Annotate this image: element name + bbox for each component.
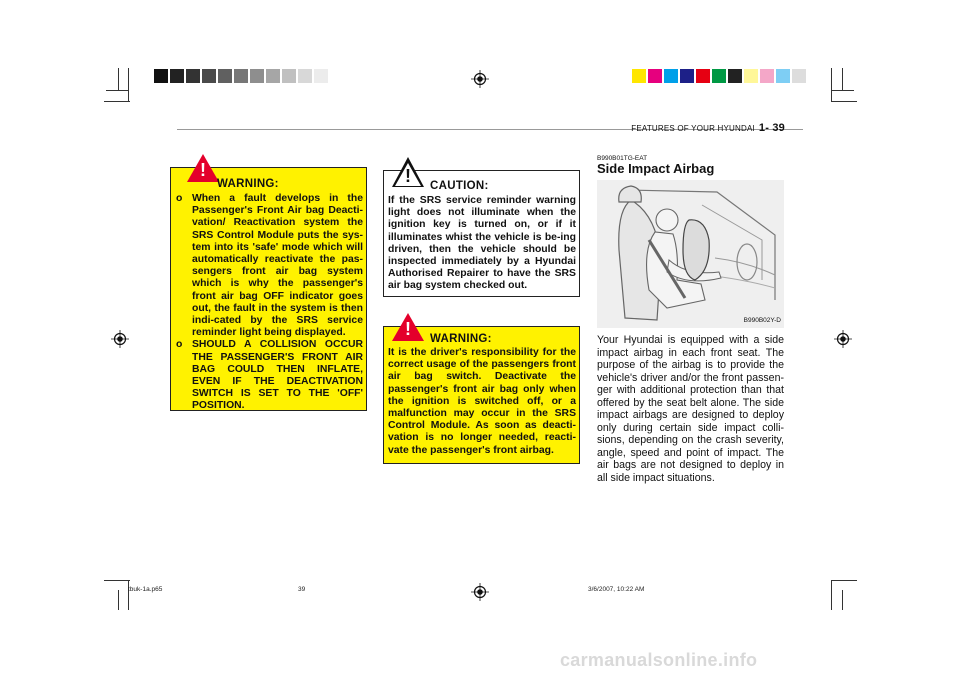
registration-mark-icon — [111, 330, 129, 348]
list-bullet: o — [176, 339, 183, 351]
warning-box-left — [170, 160, 367, 412]
section-body: Your Hyundai is equipped with a side impact airbag in each front seat. The purpose of the airbag is to provide the vehicle's driver and/or the front passen-ger with additional protection than that offered by the seat belt alone. The side impact airbags are designed to deploy only during certain side impact colli-sions, depending on the crash severity, angle, speed and point of impact. The air bags are not designed to deploy in all side impact situations. — [597, 334, 784, 484]
list-item-text: SHOULD A COLLISION OCCUR THE PASSENGER'S FRONT AIR BAG COULD THEN INFLATE, EVEN IF THE DEACTIVATION SWITCH IS SET TO THE 'OFF' POSITION. — [192, 339, 363, 412]
watermark: carmanualsonline.info — [560, 650, 758, 670]
header-section-title: FEATURES OF YOUR HYUNDAI — [631, 124, 755, 133]
list-item — [176, 193, 363, 339]
exclamation-icon: ! — [200, 160, 206, 180]
caution-title: CAUTION: — [430, 180, 489, 192]
registration-mark-icon — [834, 330, 852, 348]
section-title: Side Impact Airbag — [597, 161, 715, 176]
figure-code: B990B02Y-D — [743, 317, 781, 324]
list-item-text: When a fault develops in the Passenger's Front Air bag Deacti-vation/ Reactivation system the SRS Control Module puts the sys-tem into its 'safe' mode which will automatically reactivate the pas-sengers front air bag system which is why the passenger's front air bag OFF indicator goes out, the fault in the system is then indi-cated by the SRS service reminder light being displayed. — [192, 193, 363, 339]
warning-text: It is the driver's responsibility for the correct usage of the passengers front air bag switch. Deactivate the passenger's front air bag only when the ignition is switched off, or a malfunction may occur in the SRS Control Module. As soon as deacti-vation is no longer needed, reacti-vate the passenger's front airbag. — [388, 347, 576, 456]
page-header — [631, 122, 785, 134]
registration-mark-icon — [471, 583, 489, 601]
section-code: B990B01TG-EAT — [597, 155, 648, 162]
caution-box — [383, 166, 580, 297]
warning-box-middle — [383, 319, 580, 464]
exclamation-icon: ! — [405, 166, 411, 186]
exclamation-icon: ! — [405, 319, 411, 339]
warning-title: WARNING: — [217, 178, 279, 190]
list-bullet: o — [176, 193, 183, 204]
footer-page: 39 — [298, 586, 306, 593]
side-airbag-illustration — [597, 180, 784, 328]
footer-date: 3/6/2007, 10:22 AM — [588, 586, 645, 593]
page-number: 1- 39 — [758, 122, 785, 134]
list-item — [176, 339, 363, 412]
warning-list — [176, 193, 363, 413]
caution-text: If the SRS service reminder warning light does not illuminate when the ignition key is turned on, or if it illuminates whist the vehicle is be-ing driven, then the vehicle should be inspected immediately by a Hyundai Authorised Repairer to have the SRS air bag system checked out. — [388, 195, 576, 292]
registration-mark-icon — [471, 70, 489, 88]
warning-title: WARNING: — [430, 333, 492, 345]
footer-file: tbuk-1a.p65 — [128, 586, 163, 593]
side-airbag-drawing — [597, 180, 784, 328]
